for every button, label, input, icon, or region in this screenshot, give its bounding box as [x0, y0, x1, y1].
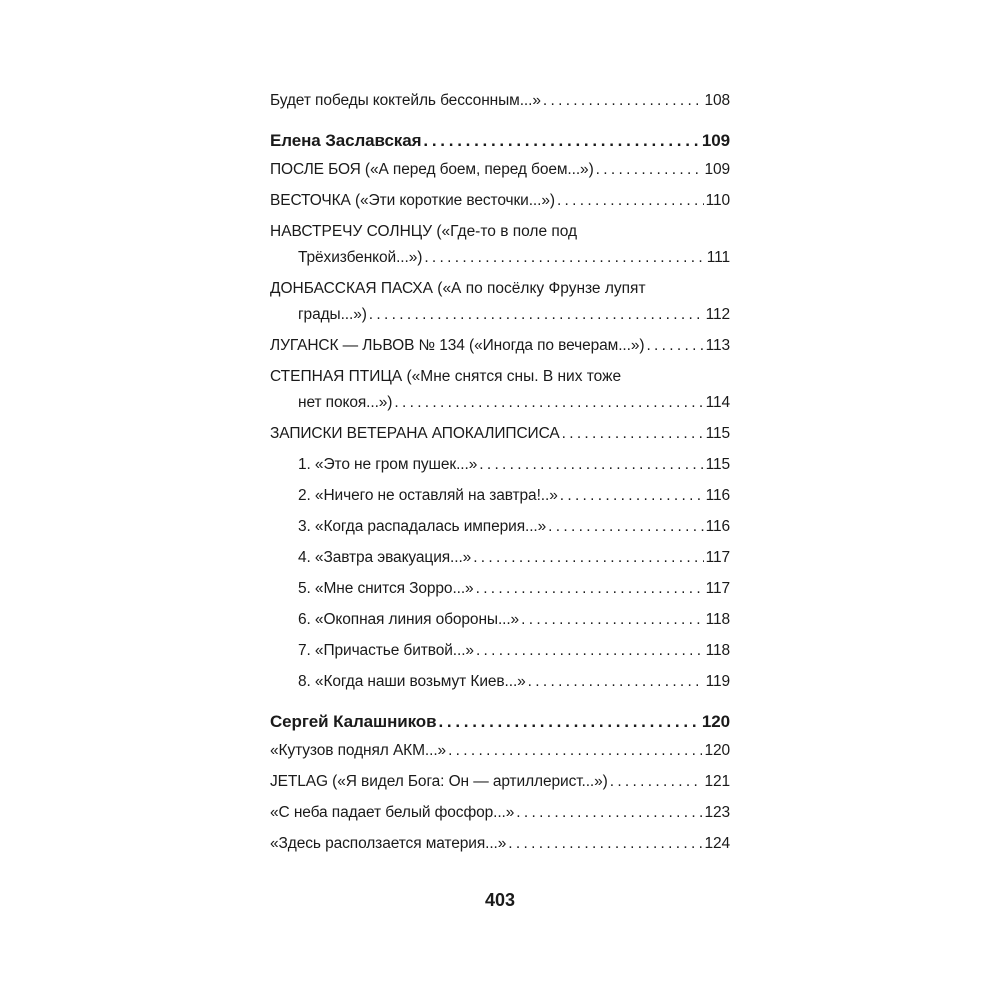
toc-subentry	[270, 514, 730, 540]
toc-subentry-page: 117	[705, 580, 730, 597]
toc-subentry-title: 8. «Когда наши возьмут Киев...»	[298, 673, 526, 690]
dot-leader	[424, 245, 704, 271]
dot-leader	[562, 421, 704, 447]
author-page: 120	[701, 712, 730, 731]
toc-entry-title-line2: грады...»)	[298, 306, 367, 323]
toc-subentry-title: 3. «Когда распадалась империя...»	[298, 518, 547, 535]
dot-leader	[646, 333, 703, 359]
toc-entry-title: «С неба падает белый фосфор...»	[270, 804, 515, 821]
toc-entry-line2	[270, 245, 730, 271]
toc-subentry-page: 118	[705, 611, 730, 628]
toc-entry-title-line1: ДОНБАССКАЯ ПАСХА («А по посёлку Фрунзе лупят	[270, 280, 646, 297]
toc-subentry-title: 7. «Причастье битвой...»	[298, 642, 474, 659]
dot-leader	[473, 545, 703, 571]
toc-entry	[270, 738, 730, 764]
toc-entry-page: 124	[704, 835, 730, 852]
toc-subentry-page: 119	[705, 673, 730, 690]
toc-subentry-title: 2. «Ничего не оставляй на завтра!..»	[298, 487, 558, 504]
toc-subentry-title: 1. «Это не гром пушек...»	[298, 456, 478, 473]
page-number: 403	[484, 890, 516, 910]
dot-leader	[438, 709, 699, 735]
dot-leader	[516, 800, 702, 826]
author-name: Сергей Калашников	[270, 712, 437, 731]
toc-subentry-title: 6. «Окопная линия обороны...»	[298, 611, 520, 628]
toc-entry-title: ЛУГАНСК — ЛЬВОВ № 134 («Иногда по вечерам...»)	[270, 337, 645, 354]
toc-entry-title: ЗАПИСКИ ВЕТЕРАНА АПОКАЛИПСИСА	[270, 425, 560, 442]
toc-entry-page: 114	[705, 394, 730, 411]
toc-entry-line2	[270, 390, 730, 416]
toc-entry-page: 113	[705, 337, 730, 354]
toc-entry	[270, 88, 730, 114]
toc-entry-page: 121	[704, 773, 730, 790]
dot-leader	[548, 514, 703, 540]
toc-subentry-title: 5. «Мне снится Зорро...»	[298, 580, 474, 597]
toc-entry-multiline	[270, 276, 730, 328]
toc-subentry	[270, 452, 730, 478]
toc-author-heading	[270, 128, 730, 154]
dot-leader	[528, 669, 704, 695]
dot-leader	[448, 738, 702, 764]
toc-entry-page: 111	[706, 249, 730, 266]
dot-leader	[596, 157, 703, 183]
toc-entry-title-line2: нет покоя...»)	[298, 394, 393, 411]
dot-leader	[543, 88, 703, 114]
dot-leader	[369, 302, 704, 328]
toc-entry-title-line1: СТЕПНАЯ ПТИЦА («Мне снятся сны. В них тоже	[270, 368, 622, 385]
toc-entry-multiline	[270, 219, 730, 271]
toc-entry-title: «Кутузов поднял АКМ...»	[270, 742, 447, 759]
author-page: 109	[701, 131, 730, 150]
toc-entry	[270, 188, 730, 214]
toc-subentry-page: 115	[705, 456, 730, 473]
dot-leader	[479, 452, 703, 478]
dot-leader	[557, 188, 704, 214]
toc-entry-title-line2: Трёхизбенкой...»)	[298, 249, 423, 266]
toc-subentry-page: 117	[705, 549, 730, 566]
toc-entry-title: ПОСЛЕ БОЯ («А перед боем, перед боем...»)	[270, 161, 594, 178]
toc-entry-title: ВЕСТОЧКА («Эти короткие весточки...»)	[270, 192, 555, 209]
toc-subentry	[270, 669, 730, 695]
toc-entry-page: 123	[704, 804, 730, 821]
toc-subentry-page: 118	[705, 642, 730, 659]
dot-leader	[521, 607, 703, 633]
toc-entry	[270, 800, 730, 826]
toc-subentry	[270, 545, 730, 571]
toc-entry-title: Будет победы коктейль бессонным...»	[270, 92, 541, 109]
toc-entry-title: JETLAG («Я видел Бога: Он — артиллерист...»)	[270, 773, 608, 790]
toc-entry-page: 108	[704, 92, 730, 109]
toc-entry-title: «Здесь расползается материя...»	[270, 835, 507, 852]
toc-entry-title-line1: НАВСТРЕЧУ СОЛНЦУ («Где-то в поле под	[270, 223, 578, 240]
table-of-contents	[270, 88, 730, 862]
toc-entry-page: 115	[705, 425, 730, 442]
toc-entry	[270, 333, 730, 359]
toc-entry-page: 109	[704, 161, 730, 178]
dot-leader	[423, 128, 700, 154]
toc-author-heading	[270, 709, 730, 735]
toc-entry	[270, 421, 730, 447]
toc-subentry	[270, 483, 730, 509]
dot-leader	[508, 831, 702, 857]
toc-entry-multiline	[270, 364, 730, 416]
author-name: Елена Заславская	[270, 131, 422, 150]
toc-subentry	[270, 607, 730, 633]
toc-entry-page: 120	[704, 742, 730, 759]
toc-subentry	[270, 638, 730, 664]
dot-leader	[476, 638, 704, 664]
dot-leader	[560, 483, 704, 509]
toc-entry-page: 112	[705, 306, 730, 323]
toc-entry	[270, 831, 730, 857]
dot-leader	[476, 576, 704, 602]
toc-subentry-page: 116	[705, 518, 730, 535]
toc-entry	[270, 769, 730, 795]
toc-entry-page: 110	[705, 192, 730, 209]
toc-subentry-title: 4. «Завтра эвакуация...»	[298, 549, 472, 566]
dot-leader	[610, 769, 703, 795]
toc-entry	[270, 157, 730, 183]
dot-leader	[394, 390, 703, 416]
toc-subentry-page: 116	[705, 487, 730, 504]
toc-subentry	[270, 576, 730, 602]
toc-entry-line2	[270, 302, 730, 328]
